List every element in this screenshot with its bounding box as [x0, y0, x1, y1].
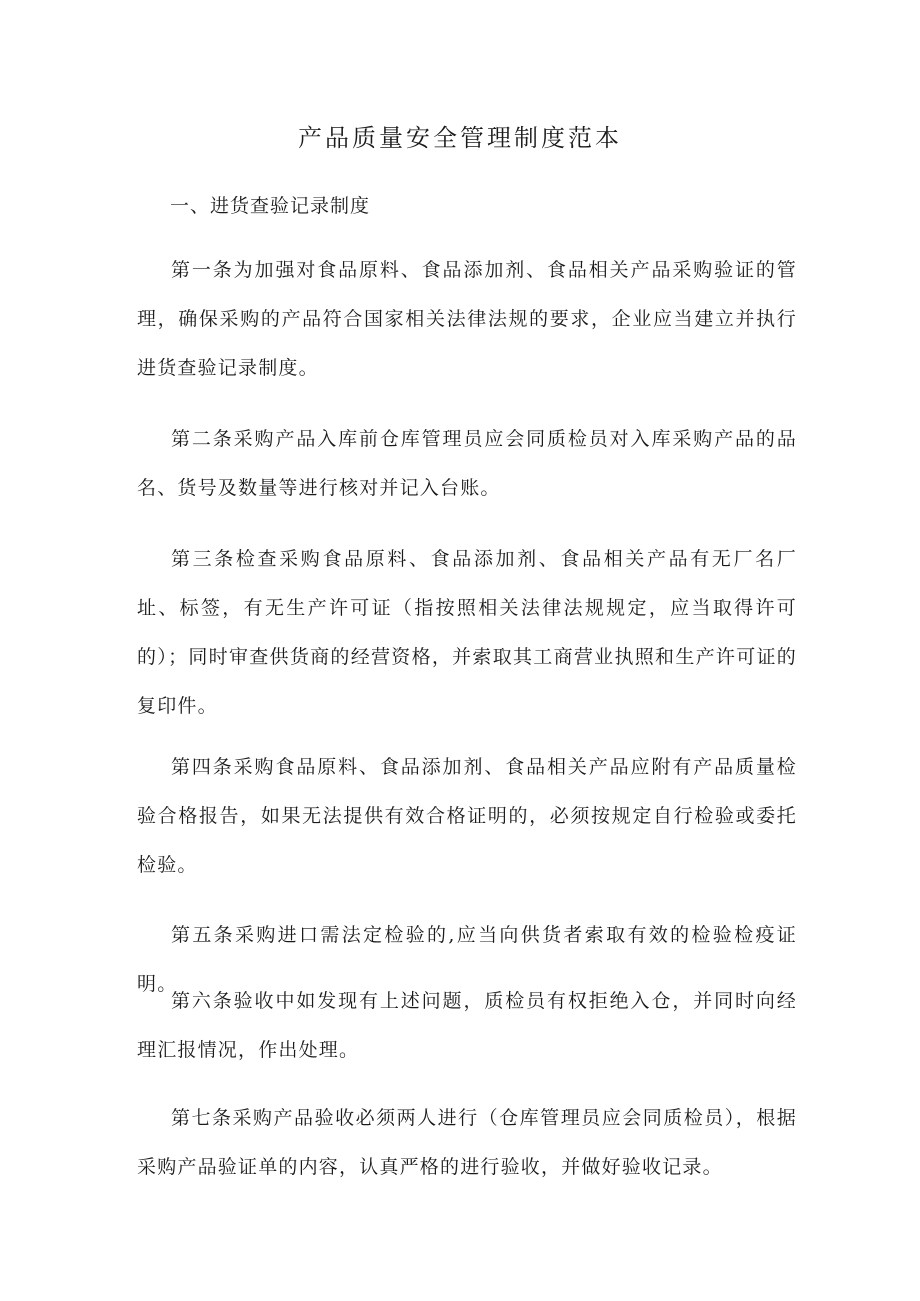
article-4-paragraph: 第四条采购食品原料、食品添加剂、食品相关产品应附有产品质量检验合格报告，如果无法提供有效合格证明的，必须按规定自行检验或委托检验。	[137, 756, 797, 876]
article-7-paragraph: 第七条采购产品验收必须两人进行（仓库管理员应会同质检员），根据采购产品验证单的内容，认真严格的进行验收，并做好验收记录。	[137, 1107, 797, 1178]
article-3-paragraph: 第三条检查采购食品原料、食品添加剂、食品相关产品有无厂名厂址、标签，有无生产许可证（指按照相关法律法规规定，应当取得许可的）；同时审查供货商的经营资格，并索取其工商营业执照和生产许可证的复印件。	[137, 548, 797, 717]
document-title: 产品质量安全管理制度范本	[298, 124, 622, 152]
section-heading: 一、进货查验记录制度	[170, 195, 371, 217]
article-6-paragraph: 第六条验收中如发现有上述问题，质检员有权拒绝入仓，并同时向经理汇报情况，作出处理。	[137, 990, 797, 1061]
article-5-paragraph: 第五条采购进口需法定检验的,应当向供货者索取有效的检验检疫证明。	[137, 924, 797, 995]
article-2-paragraph: 第二条采购产品入库前仓库管理员应会同质检员对入库采购产品的品名、货号及数量等进行核对并记入台账。	[137, 428, 797, 499]
article-1-paragraph: 第一条为加强对食品原料、食品添加剂、食品相关产品采购验证的管理，确保采购的产品符合国家相关法律法规的要求，企业应当建立并执行进货查验记录制度。	[137, 259, 797, 379]
